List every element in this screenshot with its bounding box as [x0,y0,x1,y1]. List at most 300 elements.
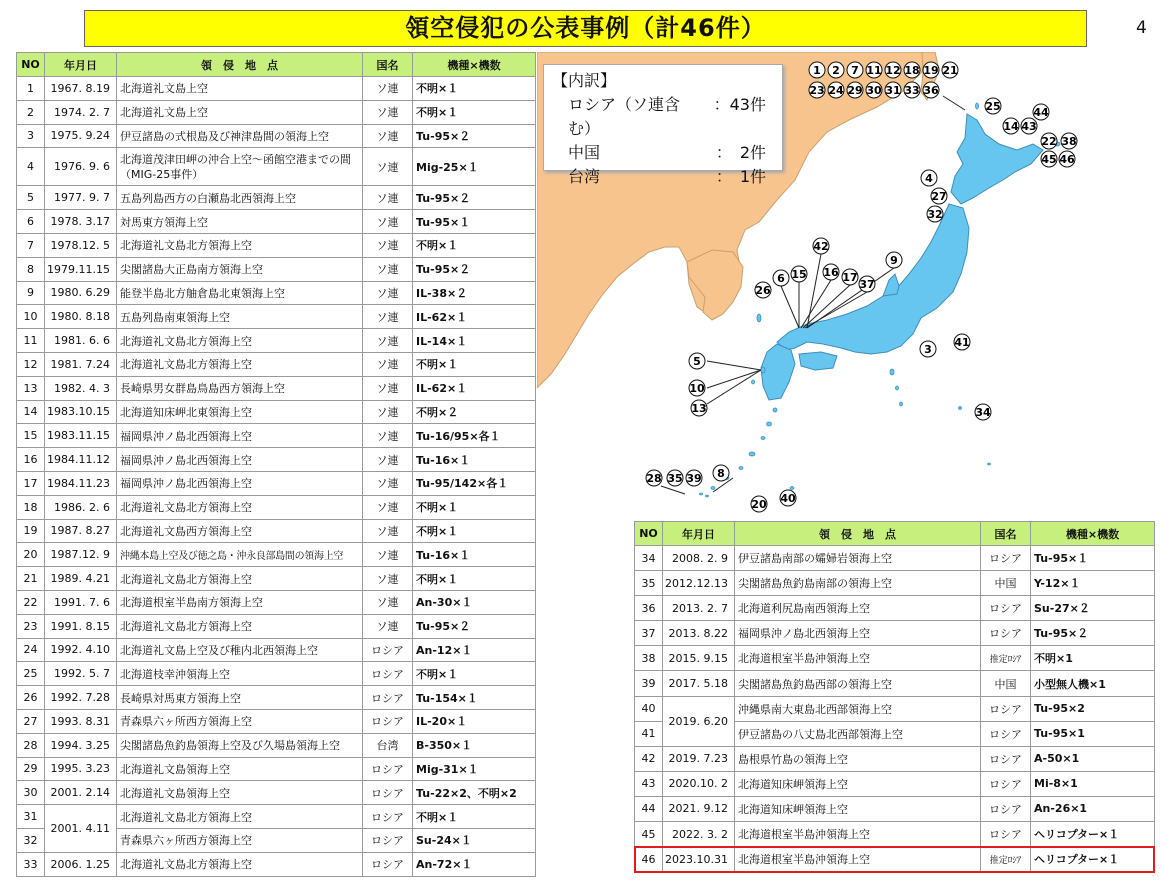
cell-location: 能登半島北方舳倉島北東領海上空 [117,281,363,305]
cell-date: 1967. 8.19 [45,77,117,101]
cell-country: ソ連 [363,124,413,148]
cell-location: 北海道礼文島北方領海上空 [117,495,363,519]
table-row [17,543,536,567]
breakdown-country: 中国 [568,143,601,162]
table-row [635,771,1155,796]
table-row [17,519,536,543]
table-row [17,124,536,148]
map-marker-label: 45 [1041,153,1057,166]
cell-no: 14 [17,400,45,424]
cell-no: 45 [635,822,663,847]
cell-date: 1987. 8.27 [45,519,117,543]
table-row [17,77,536,101]
incident-table-right [634,521,1155,872]
cell-location: 伊豆諸島の式根島及び神津島間の領海上空 [117,124,363,148]
cell-country: ソ連 [363,590,413,614]
cell-aircraft: Su-24×１ [413,828,536,852]
cell-date: 1995. 3.23 [45,757,117,781]
cell-location: 北海道知床岬領海上空 [735,771,981,796]
map-marker-label: 17 [842,271,858,284]
cell-no: 8 [17,257,45,281]
table-row [635,822,1155,847]
cell-aircraft: 不明×１ [413,100,536,124]
table-row [17,448,536,472]
map-marker-label: 46 [1059,153,1075,166]
map-marker-label: 19 [923,64,939,77]
cell-aircraft: 不明×１ [413,77,536,101]
cell-date: 1975. 9.24 [45,124,117,148]
cell-no: 6 [17,210,45,234]
cell-date: 1978.12. 5 [45,233,117,257]
cell-country: ロシア [363,781,413,805]
cell-location: 沖縄本島上空及び徳之島・沖永良部島間の領海上空 [117,543,363,567]
cell-date: 1974. 2. 7 [45,100,117,124]
cell-no: 1 [17,77,45,101]
cell-country: ロシア [981,822,1031,847]
cell-country: ソ連 [363,400,413,424]
cell-location: 北海道礼文島北方領海上空 [117,805,363,829]
cell-aircraft: ヘリコプター×１ [1031,822,1155,847]
cell-date: 1984.11.12 [45,448,117,472]
cell-aircraft: An-12×１ [413,638,536,662]
cell-location: 五島列島西方の白瀬島北西領海上空 [117,186,363,210]
map-marker-label: 43 [1021,120,1037,133]
map-marker-label: 13 [691,402,707,415]
cell-no: 35 [635,571,663,596]
cell-country: ロシア [363,662,413,686]
cell-aircraft: 不明×２ [413,400,536,424]
table-row [17,376,536,400]
table-row [17,352,536,376]
cell-no: 9 [17,281,45,305]
table-row-highlighted [635,847,1155,872]
cell-no: 20 [17,543,45,567]
header-aircraft: 機種×機数 [413,53,536,77]
cell-no: 11 [17,329,45,353]
breakdown-row [552,93,774,141]
cell-location: 北海道知床岬領海上空 [735,796,981,821]
cell-country: ロシア [363,805,413,829]
cell-date: 1984.11.23 [45,471,117,495]
table-row [635,546,1155,571]
cell-location: 北海道利尻島南西領海上空 [735,596,981,621]
cell-date: 2001. 4.11 [45,805,117,853]
cell-country: ソ連 [363,77,413,101]
breakdown-country: ロシア（ソ連含む） [568,95,681,138]
cell-location: 青森県六ヶ所西方領海上空 [117,828,363,852]
cell-aircraft: IL-62×１ [413,305,536,329]
cell-date: 2012.12.13 [663,571,735,596]
table-row [17,424,536,448]
cell-country: 推定ﾛｼｱ [981,847,1031,872]
cell-date: 2013. 2. 7 [663,596,735,621]
table-row [17,257,536,281]
cell-no: 37 [635,621,663,646]
cell-country: ソ連 [363,543,413,567]
cell-no: 5 [17,186,45,210]
cell-date: 1992. 5. 7 [45,662,117,686]
cell-no: 17 [17,471,45,495]
cell-country: ソ連 [363,210,413,234]
cell-no: 18 [17,495,45,519]
cell-aircraft: Tu-95×1 [1031,721,1155,746]
cell-date: 1993. 8.31 [45,709,117,733]
table-row [17,329,536,353]
header-location: 領 侵 地 点 [735,522,981,546]
cell-date: 1992. 7.28 [45,686,117,710]
cell-date: 2017. 5.18 [663,671,735,696]
cell-aircraft: Tu-16×１ [413,543,536,567]
cell-country: 中国 [981,671,1031,696]
table-row [635,596,1155,621]
map-marker-label: 31 [885,84,901,97]
cell-country: ソ連 [363,471,413,495]
map-marker-label: 42 [813,240,829,253]
cell-no: 41 [635,721,663,746]
table-row [17,662,536,686]
breakdown-row [552,141,774,165]
cell-date: 1991. 8.15 [45,614,117,638]
cell-no: 15 [17,424,45,448]
cell-location: 福岡県沖ノ島北西領海上空 [117,424,363,448]
cell-location: 北海道礼文島上空 [117,77,363,101]
cell-aircraft: Y-12×１ [1031,571,1155,596]
cell-aircraft: Tu-16/95×各１ [413,424,536,448]
cell-date: 2006. 1.25 [45,852,117,876]
cell-aircraft: Su-27×２ [1031,596,1155,621]
table-row [17,210,536,234]
cell-date: 1981. 7.24 [45,352,117,376]
shikoku [799,352,837,370]
cell-aircraft: Mig-31×１ [413,757,536,781]
cell-location: 北海道知床岬北東領海上空 [117,400,363,424]
cell-no: 23 [17,614,45,638]
cell-date: 1983.10.15 [45,400,117,424]
table-header-row [635,522,1155,546]
header-location: 領 侵 地 点 [117,53,363,77]
cell-country: ソ連 [363,567,413,591]
map-marker-label: 20 [751,498,767,511]
cell-location: 島根県竹島の領海上空 [735,746,981,771]
cell-location: 北海道礼文島上空 [117,100,363,124]
cell-no: 10 [17,305,45,329]
cell-country: ロシア [981,796,1031,821]
table-row [17,281,536,305]
cell-country: ロシア [363,852,413,876]
map-marker-label: 29 [847,84,863,97]
map-marker-label: 8 [717,467,725,480]
cell-no: 33 [17,852,45,876]
map-marker-label: 9 [890,254,898,267]
cell-aircraft: 不明×１ [413,662,536,686]
cell-location: 北海道礼文島北方領海上空 [117,567,363,591]
cell-no: 30 [17,781,45,805]
cell-aircraft: Tu-95×１ [1031,546,1155,571]
map-marker-label: 37 [859,278,875,291]
map-marker-label: 4 [925,172,933,185]
cell-date: 2001. 2.14 [45,781,117,805]
cell-location: 対馬東方領海上空 [117,210,363,234]
cell-location: 福岡県沖ノ島北西領海上空 [117,448,363,472]
table-row [17,471,536,495]
cell-location: 北海道礼文島上空及び稚内北西領海上空 [117,638,363,662]
cell-aircraft: An-72×１ [413,852,536,876]
cell-country: ソ連 [363,100,413,124]
cell-no: 42 [635,746,663,771]
breakdown-header: 【内訳】 [552,71,617,90]
cell-location: 北海道根室半島沖領海上空 [735,646,981,671]
cell-no: 43 [635,771,663,796]
cell-location: 長崎県男女群島鳥島西方領海上空 [117,376,363,400]
map-marker-label: 6 [777,272,785,285]
cell-country: ロシア [363,828,413,852]
cell-location: 北海道茂津田岬の沖合上空～函館空港までの間（MIG-25事件） [117,148,363,186]
cell-no: 29 [17,757,45,781]
header-date: 年月日 [663,522,735,546]
map-marker-label: 24 [828,84,844,97]
breakdown-box [543,64,783,186]
cell-location: 尖閣諸島大正島南方領海上空 [117,257,363,281]
map-marker-label: 44 [1033,106,1049,119]
cell-no: 21 [17,567,45,591]
map-marker-label: 12 [885,64,901,77]
table-row [17,495,536,519]
map-marker-label: 16 [823,266,839,279]
map-marker-label: 14 [1003,120,1019,133]
map-marker-label: 34 [975,406,991,419]
table-row [17,100,536,124]
cell-country: ロシア [981,771,1031,796]
cell-date: 1994. 3.25 [45,733,117,757]
cell-location: 福岡県沖ノ島北西領海上空 [735,621,981,646]
cell-location: 北海道礼文島北方領海上空 [117,852,363,876]
cell-no: 19 [17,519,45,543]
cell-country: ソ連 [363,519,413,543]
cell-date: 2023.10.31 [663,847,735,872]
cell-aircraft: Tu-22×2、不明×2 [413,781,536,805]
cell-no: 12 [17,352,45,376]
table-row [17,614,536,638]
map-marker-label: 7 [851,64,859,77]
map-marker-label: 18 [904,64,920,77]
page-title: 領空侵犯の公表事例（計46件） [84,10,1087,47]
cell-no: 16 [17,448,45,472]
cell-no: 40 [635,696,663,721]
map-marker-label: 30 [866,84,882,97]
cell-location: 北海道礼文島北方領海上空 [117,614,363,638]
breakdown-count: ：43件 [713,95,766,114]
cell-no: 28 [17,733,45,757]
cell-no: 34 [635,546,663,571]
cell-aircraft: 不明×１ [413,567,536,591]
cell-date: 1979.11.15 [45,257,117,281]
cell-location: 尖閣諸島魚釣島西部の領海上空 [735,671,981,696]
cell-aircraft: 不明×１ [413,233,536,257]
cell-date: 1986. 2. 6 [45,495,117,519]
cell-aircraft: ヘリコプター×１ [1031,847,1155,872]
cell-country: ソ連 [363,148,413,186]
map-marker-label: 28 [646,472,662,485]
map-marker-label: 10 [689,382,705,395]
cell-no: 31 [17,805,45,829]
cell-date: 2013. 8.22 [663,621,735,646]
cell-country: ソ連 [363,257,413,281]
cell-location: 北海道礼文島北方領海上空 [117,233,363,257]
map-marker-label: 11 [866,64,882,77]
table-row [635,571,1155,596]
cell-date: 1987.12. 9 [45,543,117,567]
cell-aircraft: 不明×１ [413,352,536,376]
cell-aircraft: Tu-95×２ [1031,621,1155,646]
cell-location: 北海道礼文島領海上空 [117,757,363,781]
cell-country: ソ連 [363,448,413,472]
cell-aircraft: Tu-16×１ [413,448,536,472]
table-row [17,400,536,424]
cell-location: 沖縄県南大東島北西部領海上空 [735,696,981,721]
table-row [635,746,1155,771]
header-country: 国名 [363,53,413,77]
breakdown-count: ： 1件 [715,167,766,186]
cell-date: 2008. 2. 9 [663,546,735,571]
cell-no: 26 [17,686,45,710]
cell-no: 24 [17,638,45,662]
cell-location: 北海道礼文島北方領海上空 [117,352,363,376]
cell-date: 1978. 3.17 [45,210,117,234]
cell-location: 尖閣諸島魚釣島領海上空及び久場島領海上空 [117,733,363,757]
cell-location: 北海道礼文島北方領海上空 [117,329,363,353]
cell-country: 推定ﾛｼｱ [981,646,1031,671]
cell-no: 39 [635,671,663,696]
cell-country: ロシア [363,638,413,662]
table-row [17,686,536,710]
map-marker-label: 32 [927,208,943,221]
header-no: NO [17,53,45,77]
map-marker-label: 27 [931,190,947,203]
map-marker-label: 3 [924,343,932,356]
cell-date: 1991. 7. 6 [45,590,117,614]
cell-date: 1976. 9. 6 [45,148,117,186]
cell-no: 25 [17,662,45,686]
table-row [17,233,536,257]
cell-aircraft: Tu-95×２ [413,186,536,210]
cell-location: 伊豆諸島南部の孀婦岩領海上空 [735,546,981,571]
cell-no: 3 [17,124,45,148]
map-marker-label: 35 [667,472,683,485]
cell-aircraft: An-30×１ [413,590,536,614]
cell-aircraft: Tu-95/142×各１ [413,471,536,495]
cell-country: 中国 [981,571,1031,596]
cell-location: 福岡県沖ノ島北西領海上空 [117,471,363,495]
map-marker-label: 21 [942,64,958,77]
cell-country: ソ連 [363,376,413,400]
cell-aircraft: 不明×1 [1031,646,1155,671]
cell-no: 46 [635,847,663,872]
cell-aircraft: 不明×１ [413,495,536,519]
cell-location: 北海道礼文島領海上空 [117,781,363,805]
table-row [17,148,536,186]
cell-country: ロシア [981,696,1031,721]
cell-location: 五島列島南東領海上空 [117,305,363,329]
table-row [635,671,1155,696]
cell-country: ロシア [363,686,413,710]
cell-date: 2020.10. 2 [663,771,735,796]
cell-country: ロシア [981,596,1031,621]
cell-country: 台湾 [363,733,413,757]
cell-no: 32 [17,828,45,852]
cell-date: 2022. 3. 2 [663,822,735,847]
cell-no: 44 [635,796,663,821]
header-country: 国名 [981,522,1031,546]
cell-country: ロシア [981,546,1031,571]
cell-aircraft: Tu-95×２ [413,257,536,281]
cell-country: ソ連 [363,495,413,519]
cell-aircraft: Tu-95×２ [413,124,536,148]
cell-aircraft: Mi-8×1 [1031,771,1155,796]
cell-location: 尖閣諸島魚釣島南部の領海上空 [735,571,981,596]
cell-aircraft: IL-38×２ [413,281,536,305]
incident-table-left [16,52,536,877]
map-marker-label: 2 [832,64,840,77]
cell-no: 2 [17,100,45,124]
cell-date: 1977. 9. 7 [45,186,117,210]
map-marker-label: 41 [954,336,970,349]
map-marker-label: 38 [1061,135,1077,148]
cell-location: 伊豆諸島の八丈島北西部領海上空 [735,721,981,746]
cell-country: ロシア [363,757,413,781]
cell-aircraft: Tu-95×２ [413,614,536,638]
map-marker-label: 40 [780,492,796,505]
cell-date: 2015. 9.15 [663,646,735,671]
page-number: 4 [1136,18,1147,38]
cell-location: 北海道枝幸沖領海上空 [117,662,363,686]
map-marker-label: 15 [791,268,807,281]
cell-country: ロシア [981,621,1031,646]
cell-aircraft: 不明×１ [413,519,536,543]
map-marker-label: 33 [904,84,920,97]
cell-no: 4 [17,148,45,186]
table-header-row [17,53,536,77]
cell-aircraft: Tu-95×１ [413,210,536,234]
cell-location: 北海道根室半島沖領海上空 [735,822,981,847]
table-row [17,567,536,591]
cell-aircraft: A-50×1 [1031,746,1155,771]
cell-date: 1982. 4. 3 [45,376,117,400]
cell-no: 22 [17,590,45,614]
cell-date: 2021. 9.12 [663,796,735,821]
cell-aircraft: IL-62×１ [413,376,536,400]
cell-country: ソ連 [363,305,413,329]
table-row [635,646,1155,671]
table-row [635,621,1155,646]
cell-date: 1983.11.15 [45,424,117,448]
table-row [17,186,536,210]
cell-country: ソ連 [363,233,413,257]
cell-no: 7 [17,233,45,257]
map-marker-label: 23 [809,84,825,97]
breakdown-country: 台湾 [568,167,601,186]
cell-country: ソ連 [363,186,413,210]
cell-no: 13 [17,376,45,400]
cell-location: 青森県六ヶ所西方領海上空 [117,709,363,733]
cell-date: 1981. 6. 6 [45,329,117,353]
cell-country: ソ連 [363,329,413,353]
cell-location: 北海道根室半島南方領海上空 [117,590,363,614]
cell-date: 2019. 6.20 [663,696,735,746]
cell-aircraft: IL-20×１ [413,709,536,733]
cell-date: 1980. 8.18 [45,305,117,329]
cell-country: ロシア [981,721,1031,746]
cell-aircraft: 不明×１ [413,805,536,829]
